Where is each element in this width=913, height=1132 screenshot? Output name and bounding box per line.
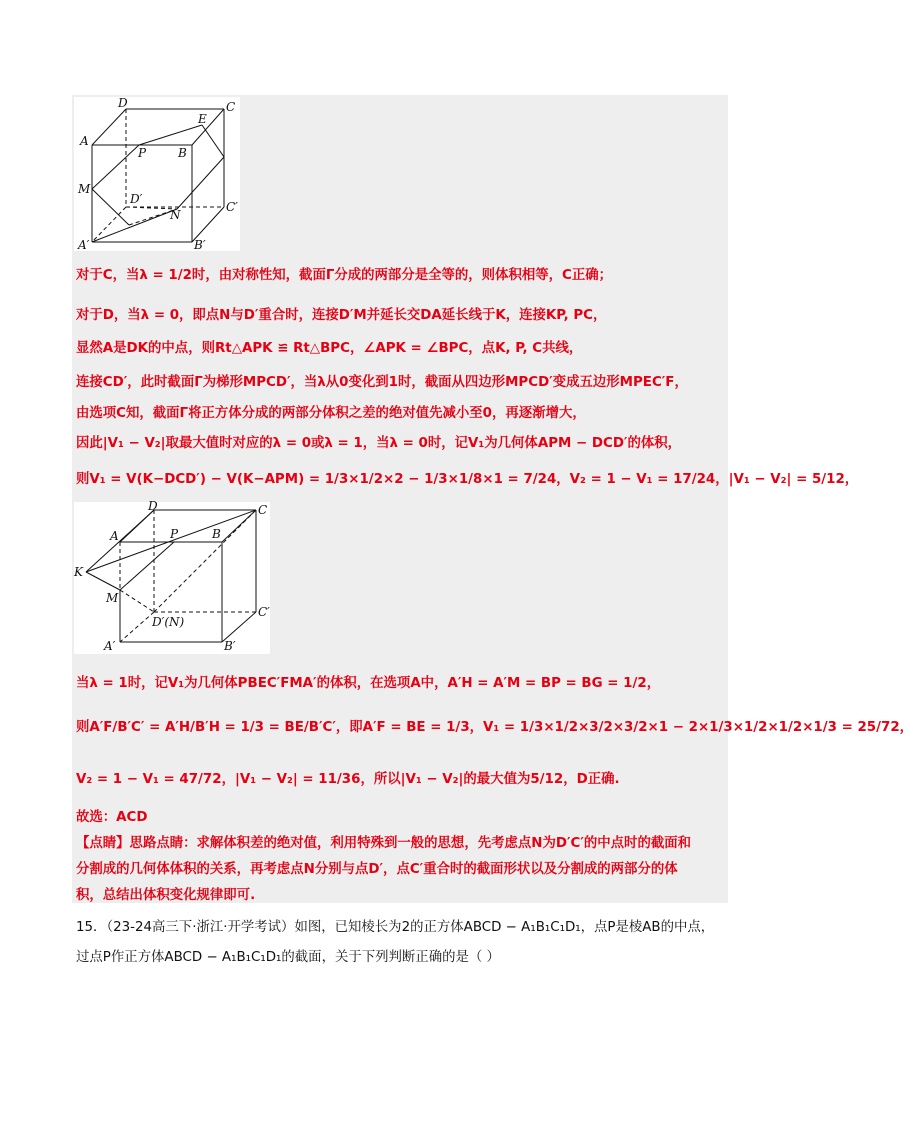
- label-D-2: D: [148, 499, 158, 513]
- solution-part-d-3: 连接CD′，此时截面Γ为梯形MPCD′，当λ从0变化到1时，截面从四边形MPCD′变成五边形MPEC′F，: [76, 375, 688, 390]
- solution-part-d-7: 当λ = 1时，记V₁为几何体PBEC′FMA′的体积，在选项A中，A′H = A′M = BP = BG = 1/2，: [76, 676, 661, 691]
- label-A-2: A: [110, 529, 119, 543]
- label-B-prime-2: B′: [224, 639, 236, 653]
- label-B-prime: B′: [194, 238, 206, 252]
- solution-part-d-5: 因此|V₁ − V₂|取最大值时对应的λ = 0或λ = 1，当λ = 0时，记V₁为几何体APM − DCD′的体积，: [76, 436, 682, 451]
- comment-line-1: 【点睛】思路点睛：求解体积差的绝对值，利用特殊到一般的思想，先考虑点N为D′C′的中点时的截面和: [76, 836, 692, 851]
- label-K-2: K: [74, 565, 83, 579]
- question-line-2: 过点P作正方体ABCD − A₁B₁C₁D₁的截面，关于下列判断正确的是（ ）: [76, 950, 500, 965]
- answer: 故选：ACD: [76, 810, 148, 825]
- label-A-prime-2: A′: [104, 639, 116, 653]
- label-D: D: [118, 96, 128, 110]
- solution-part-d-4: 由选项C知，截面Γ将正方体分成的两部分体积之差的绝对值先减小至0，再逐渐增大，: [76, 406, 586, 421]
- solution-part-d-9: V₂ = 1 − V₁ = 47/72，|V₁ − V₂| = 11/36，所以|V₁ − V₂|的最大值为5/12，D正确.: [76, 772, 620, 787]
- label-D-prime-N-2: D′(N): [152, 615, 185, 629]
- comment-line-2: 分割成的几何体体积的关系，再考虑点N分别与点D′，点C′重合时的截面形状以及分割成的两部分的体: [76, 862, 678, 877]
- question-line-1: 15．（23-24高三下·浙江·开学考试）如图，已知棱长为2的正方体ABCD − A₁B₁C₁D₁，点P是棱AB的中点，: [76, 920, 715, 935]
- solution-part-c: 对于C，当λ = 1/2时，由对称性知，截面Γ分成的两部分是全等的，则体积相等，C正确；: [76, 268, 613, 283]
- label-C-prime: C′: [226, 200, 238, 214]
- label-E: E: [198, 112, 207, 126]
- label-C-prime-2: C′: [258, 605, 270, 619]
- label-M-2: M: [106, 591, 119, 605]
- cube-figure-1: [74, 97, 240, 251]
- solution-part-d-8: 则A′F/B′C′ = A′H/B′H = 1/3 = BE/B′C′，即A′F = BE = 1/3，V₁ = 1/3×1/2×3/2×3/2×1 − 2×1/3×1/2×1/2×1/3 = 25/72，: [76, 720, 913, 735]
- label-C: C: [226, 100, 236, 114]
- label-A-prime: A′: [78, 238, 90, 252]
- label-B: B: [178, 146, 187, 160]
- label-P-2: P: [170, 527, 179, 541]
- comment-line-3: 积，总结出体积变化规律即可.: [76, 888, 256, 903]
- label-D-prime: D′: [130, 192, 143, 206]
- label-N: N: [170, 208, 181, 222]
- label-P: P: [138, 146, 147, 160]
- solution-part-d-2: 显然A是DK的中点，则Rt△APK ≌ Rt△BPC，∠APK = ∠BPC，点K, P, C共线，: [76, 341, 583, 356]
- solution-part-d-6: 则V₁ = V(K−DCD′) − V(K−APM) = 1/3×1/2×2 − 1/3×1/8×1 = 7/24，V₂ = 1 − V₁ = 17/24，|V₁ − V₂| = 5/12，: [76, 472, 859, 487]
- solution-part-d-1: 对于D，当λ = 0，即点N与D′重合时，连接D′M并延长交DA延长线于K，连接KP, PC，: [76, 308, 607, 323]
- label-M: M: [78, 182, 91, 196]
- label-C-2: C: [258, 503, 268, 517]
- cube-figure-2: [74, 499, 270, 654]
- label-A: A: [80, 134, 89, 148]
- label-B-2: B: [212, 527, 221, 541]
